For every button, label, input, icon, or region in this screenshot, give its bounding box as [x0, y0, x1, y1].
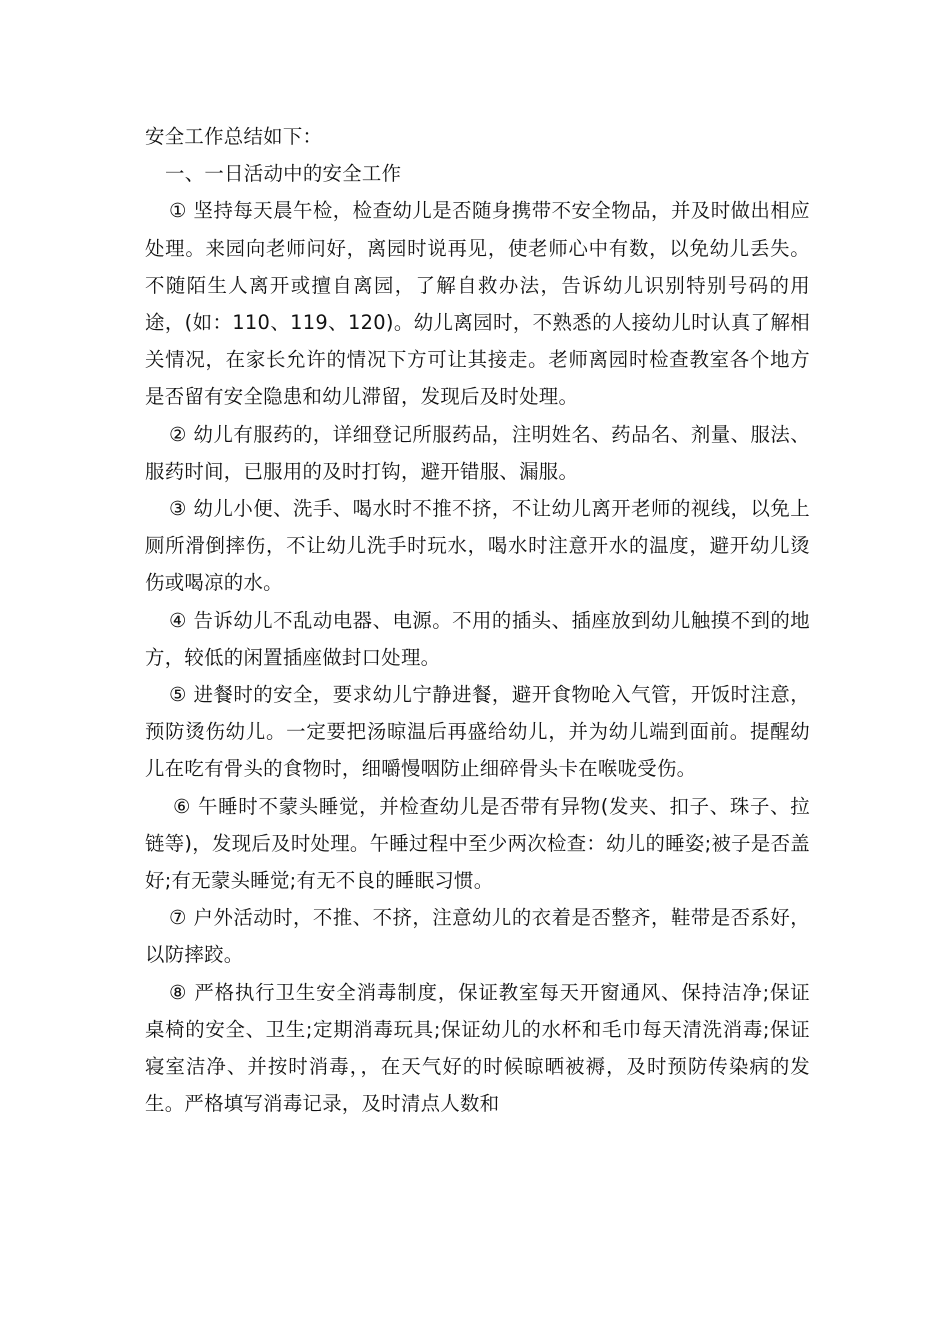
paragraph-item-8: ⑧ 严格执行卫生安全消毒制度，保证教室每天开窗通风、保持洁净;保证桌椅的安全、卫生;定期消毒玩具;保证幼儿的水杯和毛巾每天清洗消毒;保证寝室洁净、并按时消毒，，在天气好的时候晾晒被褥，及时预防传染病的发生。严格填写消毒记录，及时清点人数和: [145, 980, 810, 1116]
document-body: [145, 118, 810, 1122]
paragraph-item-6: ⑥ 午睡时不蒙头睡觉，并检查幼儿是否带有异物(发夹、扣子、珠子、拉链等)，发现后及时处理。午睡过程中至少两次检查：幼儿的睡姿;被子是否盖好;有无蒙头睡觉;有无不良的睡眠习惯。: [145, 794, 810, 893]
paragraph-item-3: ③ 幼儿小便、洗手、喝水时不推不挤，不让幼儿离开老师的视线，以免上厕所滑倒摔伤，不让幼儿洗手时玩水，喝水时注意开水的温度，避开幼儿烫伤或喝凉的水。: [145, 497, 810, 595]
paragraph-item-7: ⑦ 户外活动时，不推、不挤，注意幼儿的衣着是否整齐，鞋带是否系好，以防摔跤。: [145, 906, 810, 967]
paragraph-item-4: ④ 告诉幼儿不乱动电器、电源。不用的插头、插座放到幼儿触摸不到的地方，较低的闲置插座做封口处理。: [145, 608, 810, 669]
paragraph-item-1: ① 坚持每天晨午检，检查幼儿是否随身携带不安全物品，并及时做出相应处理。来园向老师问好，离园时说再见，使老师心中有数，以免幼儿丢失。不随陌生人离开或擅自离园，了解自救办法，告诉幼儿识别特别号码的用途，(如：110、119、120)。幼儿离园时，不熟悉的人接幼儿时认真了解相关情况，在家长允许的情况下方可让其接走。老师离园时检查教室各个地方是否留有安全隐患和幼儿滞留，发现后及时处理。: [145, 199, 810, 409]
paragraph-item-2: ② 幼儿有服药的，详细登记所服药品，注明姓名、药品名、剂量、服法、服药时间，已服用的及时打钩，避开错服、漏服。: [145, 422, 810, 483]
intro-line: 安全工作总结如下：: [145, 125, 323, 148]
paragraph-item-5: ⑤ 进餐时的安全，要求幼儿宁静进餐，避开食物呛入气管，开饭时注意，预防烫伤幼儿。一定要把汤晾温后再盛给幼儿，并为幼儿端到面前。提醒幼儿在吃有骨头的食物时，细嚼慢咽防止细碎骨头卡在喉咙受伤。: [145, 683, 810, 781]
section-heading: 一、一日活动中的安全工作: [165, 162, 402, 186]
